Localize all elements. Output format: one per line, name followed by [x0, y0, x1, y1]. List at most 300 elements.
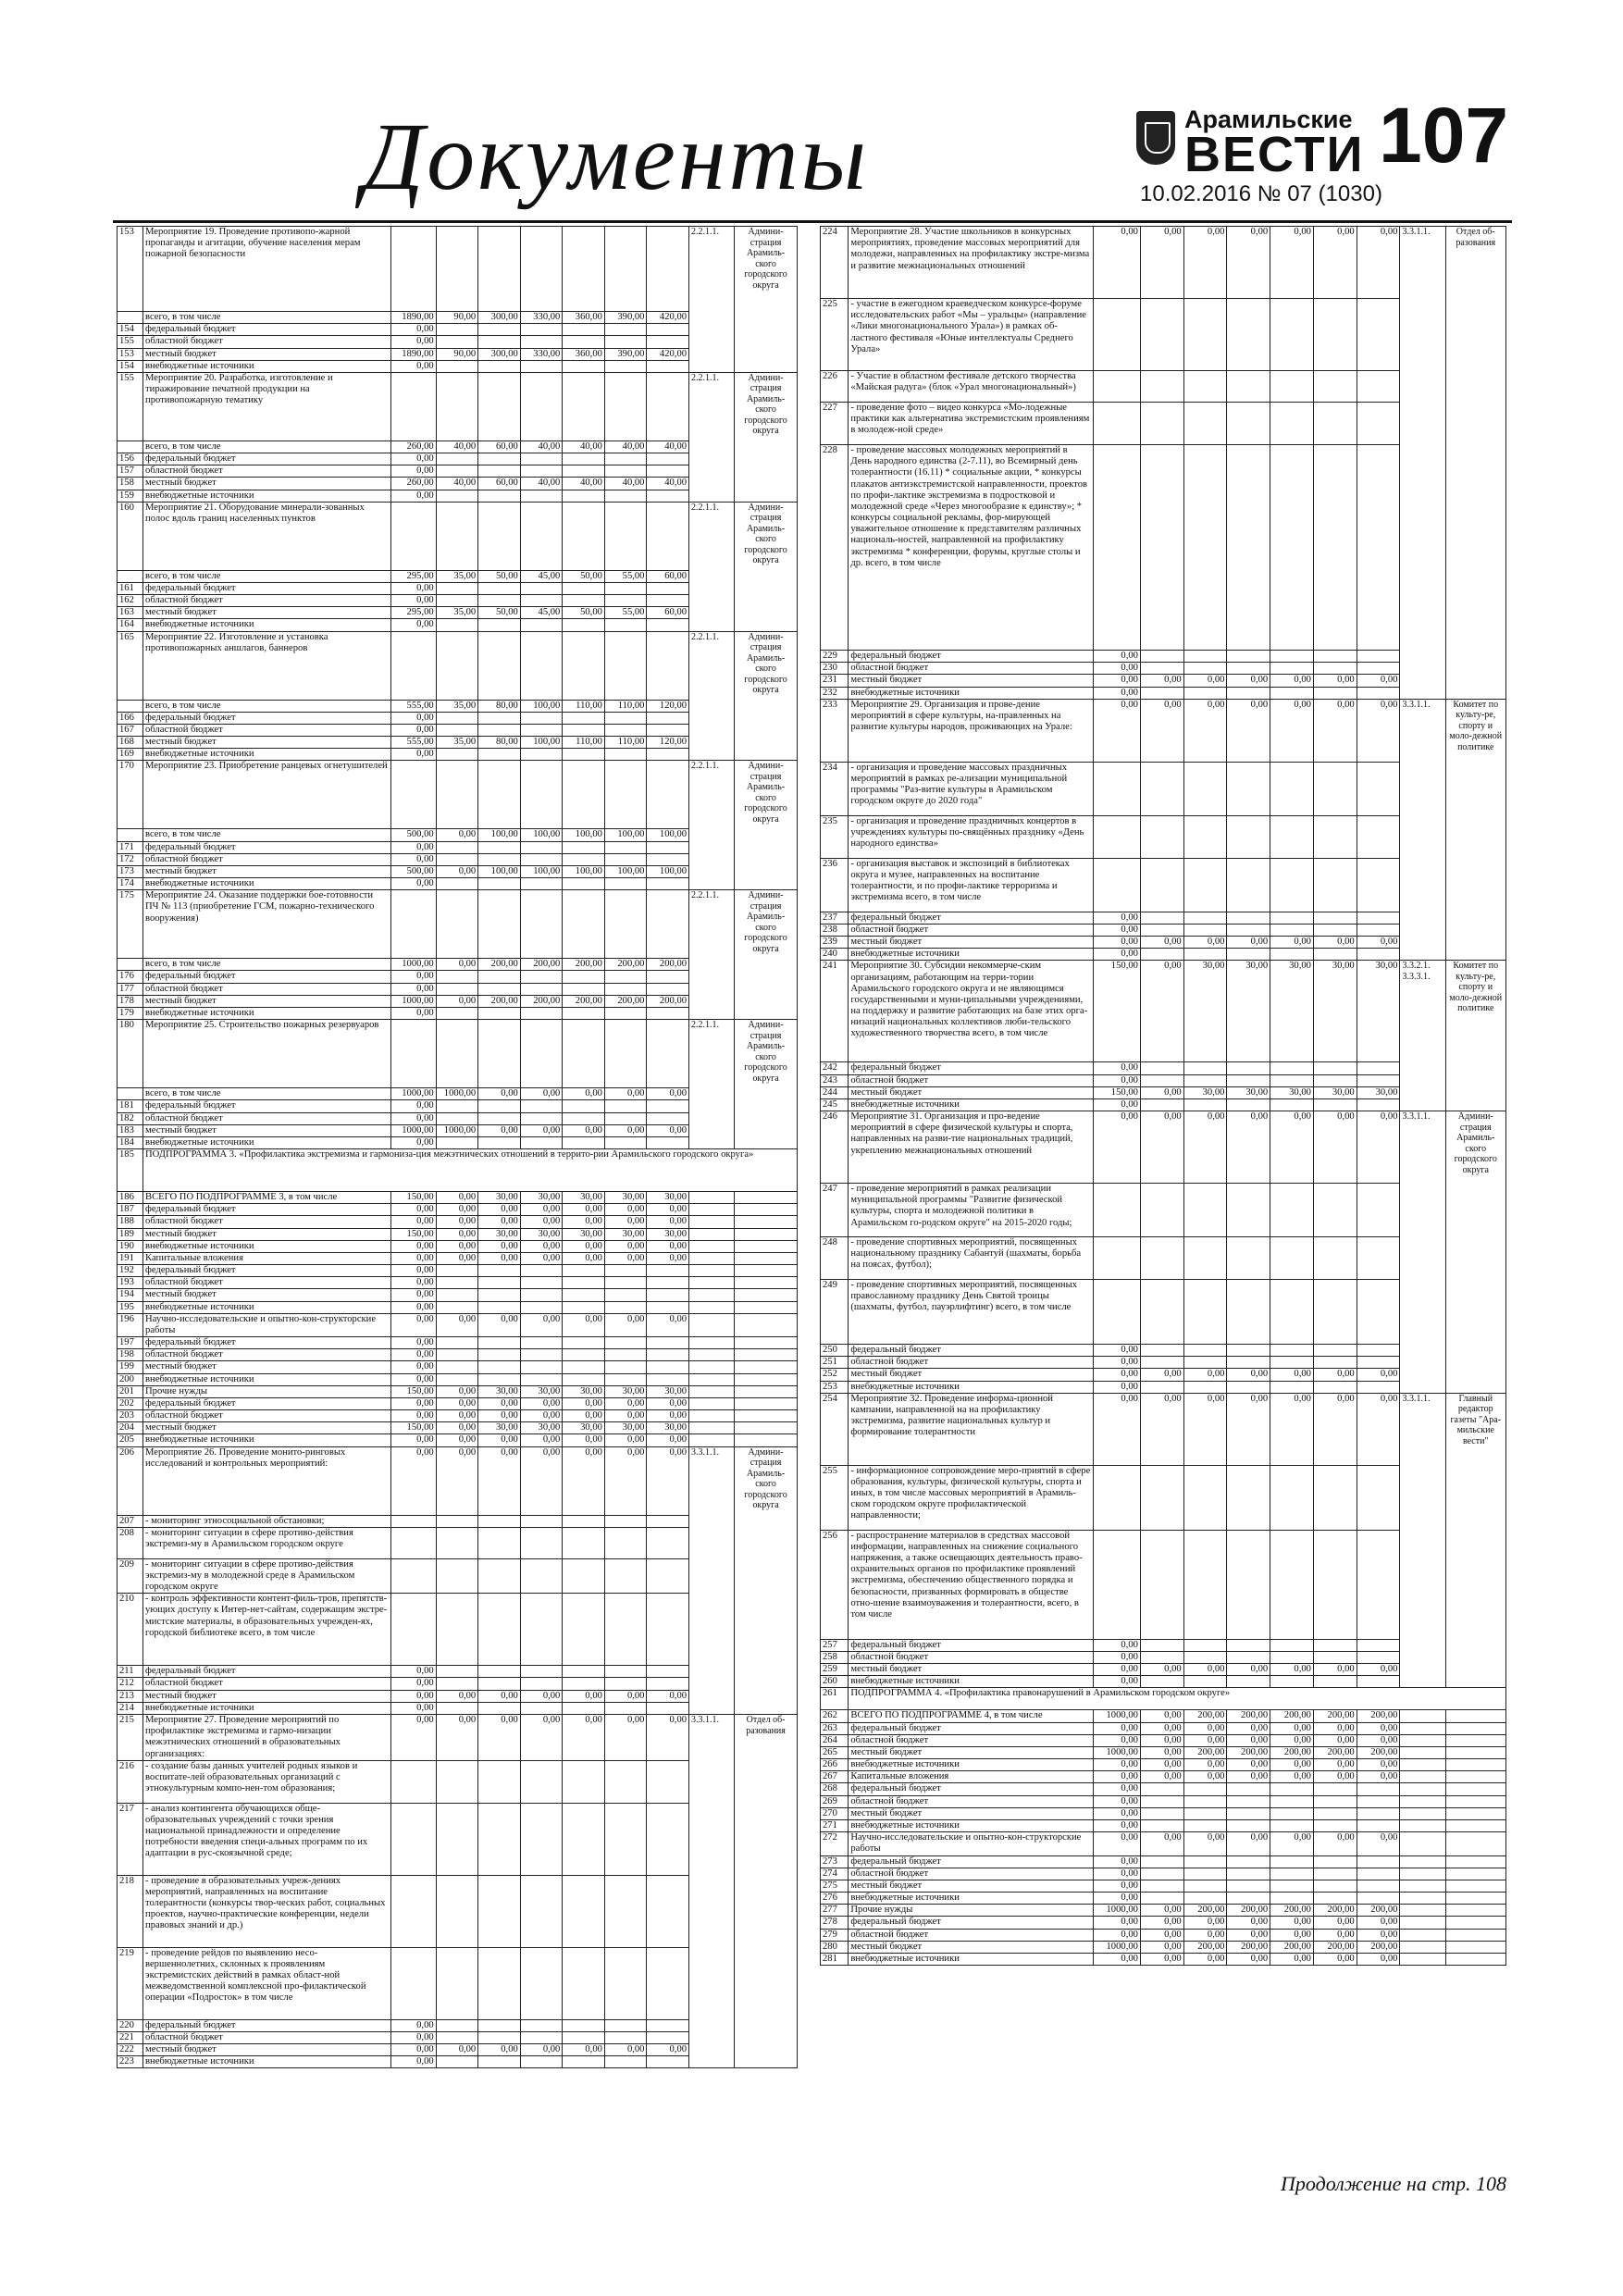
budget-value-cell [647, 490, 689, 502]
budget-value-cell: 0,00 [436, 1434, 478, 1446]
target-code [689, 1301, 735, 1313]
budget-value-cell: 0,00 [390, 1702, 436, 1714]
target-code [1400, 1855, 1445, 1868]
budget-value-cell [1183, 1651, 1227, 1663]
row-number: 255 [821, 1465, 849, 1530]
budget-value-cell [563, 761, 605, 829]
budget-value-cell [520, 1112, 563, 1124]
budget-value-cell: 1000,00 [390, 995, 436, 1007]
row-description: - проведение мероприятий в рамках реализации муниципальной программы "Развитие физической культуры, спорта и молодежной политики в Арамильском го-родском округе" на 2015-2020 годы; [849, 1184, 1093, 1237]
budget-value-cell: 0,00 [478, 1446, 521, 1515]
row-number: 184 [118, 1136, 143, 1148]
table-row [118, 1337, 798, 1349]
row-description: - проведение спортивных мероприятий, посвященных православному празднику День Святой троицы (шахматы, футбол, пауэрлифтинг) всего, в том числе [849, 1280, 1093, 1345]
budget-value-cell [604, 1594, 647, 1666]
budget-value-cell: 0,00 [1093, 699, 1140, 762]
executor [1445, 1722, 1505, 1734]
budget-value-cell [520, 890, 563, 959]
row-number: 178 [118, 995, 143, 1007]
budget-value-cell [647, 465, 689, 478]
budget-value-cell [1357, 1530, 1400, 1639]
row-description: местный бюджет [143, 1124, 391, 1136]
budget-value-cell: 0,00 [1093, 1734, 1140, 1746]
budget-value-cell: 0,00 [1357, 1832, 1400, 1855]
budget-value-cell [478, 1277, 521, 1289]
budget-value-cell: 0,00 [1313, 1369, 1357, 1381]
budget-value-cell: 100,00 [647, 829, 689, 841]
budget-value-cell [647, 1594, 689, 1666]
executor [1445, 1917, 1505, 1929]
budget-value-cell [1357, 371, 1400, 403]
row-description: внебюджетные источники [849, 1819, 1093, 1831]
budget-value-cell: 0,00 [436, 1228, 478, 1240]
budget-value-cell [1140, 1381, 1183, 1393]
row-description: - Участие в областном фестивале детского творчества «Майская радуга» (блок «Урал многонациональный») [849, 371, 1093, 403]
budget-value-cell [1357, 445, 1400, 651]
budget-value-cell: 0,00 [1313, 937, 1357, 949]
budget-value-cell: 0,00 [1357, 1722, 1400, 1734]
budget-value-cell: 0,00 [390, 1112, 436, 1124]
budget-value-cell [647, 1558, 689, 1594]
row-number: 167 [118, 724, 143, 736]
budget-value-cell [478, 1136, 521, 1148]
budget-value-cell: 200,00 [1227, 1746, 1270, 1758]
row-description: местный бюджет [849, 1664, 1093, 1676]
budget-value-cell: 0,00 [1270, 1832, 1314, 1855]
row-description: областной бюджет [143, 853, 391, 865]
target-code [1400, 1917, 1445, 1929]
right-column [820, 226, 1506, 1966]
budget-value-cell [647, 712, 689, 724]
budget-value-cell [436, 1666, 478, 1678]
budget-value-cell [1183, 1893, 1227, 1905]
budget-value-cell [604, 1515, 647, 1527]
budget-value-cell [1270, 1855, 1314, 1868]
budget-value-cell: 0,00 [1313, 675, 1357, 687]
budget-value-cell: 0,00 [436, 959, 478, 971]
budget-value-cell [1140, 445, 1183, 651]
row-description: областной бюджет [143, 1410, 391, 1422]
row-description: местный бюджет [849, 1941, 1093, 1953]
budget-value-cell [1270, 299, 1314, 371]
row-number: 183 [118, 1124, 143, 1136]
budget-value-cell: 0,00 [478, 1124, 521, 1136]
budget-value-cell: 0,00 [520, 1204, 563, 1216]
budget-value-cell: 420,00 [647, 312, 689, 324]
budget-value-cell [436, 453, 478, 465]
budget-value-cell: 40,00 [647, 478, 689, 490]
executor: Главный редактор газеты "Ара-мильские вести" [1445, 1393, 1505, 1688]
logo-big-text: ВЕСТИ [1184, 127, 1365, 182]
budget-value-cell [563, 1277, 605, 1289]
budget-value-cell [436, 1337, 478, 1349]
budget-value-cell [1270, 1237, 1314, 1280]
budget-value-cell [1093, 1184, 1140, 1237]
budget-value-cell [436, 2056, 478, 2068]
row-description: местный бюджет [143, 1361, 391, 1373]
budget-value-cell [1093, 371, 1140, 403]
target-code [689, 1228, 735, 1240]
row-number: 249 [821, 1280, 849, 1345]
budget-value-cell [563, 1803, 605, 1875]
table-row [118, 631, 798, 700]
budget-value-cell [520, 1289, 563, 1301]
row-description: внебюджетные источники [143, 1434, 391, 1446]
budget-value-cell [1270, 1795, 1314, 1807]
table-row [821, 1855, 1506, 1868]
row-number: 243 [821, 1074, 849, 1086]
budget-value-cell [647, 324, 689, 336]
budget-value-cell: 30,00 [604, 1422, 647, 1434]
budget-value-cell [1270, 762, 1314, 815]
budget-value-cell [647, 1289, 689, 1301]
budget-value-cell [647, 1337, 689, 1349]
executor [735, 1361, 798, 1373]
row-number: 196 [118, 1313, 143, 1336]
budget-value-cell [563, 360, 605, 372]
row-description: Научно-исследовательские и опытно-кон-структорские работы [143, 1313, 391, 1336]
budget-value-cell [563, 1527, 605, 1558]
budget-value-cell: 0,00 [604, 1204, 647, 1216]
budget-value-cell: 0,00 [1093, 1832, 1140, 1855]
budget-value-cell: 295,00 [390, 607, 436, 619]
row-number: 214 [118, 1702, 143, 1714]
row-description: местный бюджет [849, 1746, 1093, 1758]
row-description: внебюджетные источники [143, 490, 391, 502]
budget-value-cell: 0,00 [1093, 1369, 1140, 1381]
budget-value-cell [520, 1373, 563, 1385]
budget-value-cell [520, 1515, 563, 1527]
row-number: 212 [118, 1678, 143, 1690]
budget-value-cell [1227, 1880, 1270, 1892]
budget-value-cell [647, 1136, 689, 1148]
budget-value-cell: 0,00 [1093, 1357, 1140, 1369]
budget-value-cell [1183, 1530, 1227, 1639]
target-code [689, 1385, 735, 1397]
executor [735, 1228, 798, 1240]
row-description: федеральный бюджет [143, 1337, 391, 1349]
row-number: 250 [821, 1345, 849, 1357]
row-number: 232 [821, 687, 849, 699]
budget-value-cell [563, 712, 605, 724]
budget-value-cell [1313, 1807, 1357, 1819]
row-number: 153 [118, 227, 143, 312]
budget-value-cell [1093, 815, 1140, 858]
row-description: внебюджетные источники [849, 1759, 1093, 1771]
target-code [689, 1422, 735, 1434]
budget-value-cell: 0,00 [390, 1136, 436, 1148]
budget-value-cell: 0,00 [1093, 1381, 1140, 1393]
row-description: местный бюджет [849, 675, 1093, 687]
budget-value-cell: 0,00 [1140, 1832, 1183, 1855]
row-number: 211 [118, 1666, 143, 1678]
executor [735, 1385, 798, 1397]
newspaper-logo [1136, 104, 1375, 180]
budget-value-cell [647, 1265, 689, 1277]
row-number: 205 [118, 1434, 143, 1446]
budget-value-cell [563, 619, 605, 631]
row-description: Мероприятие 19. Проведение противопо-жарной пропаганды и агитации, обучение населения мерам пожарной безопасности [143, 227, 391, 312]
budget-value-cell: 0,00 [1270, 937, 1314, 949]
budget-value-cell [1140, 924, 1183, 936]
budget-value-cell [436, 1702, 478, 1714]
budget-value-cell [436, 1361, 478, 1373]
budget-value-cell [1313, 371, 1357, 403]
budget-value-cell [604, 1020, 647, 1088]
budget-value-cell [1313, 1345, 1357, 1357]
budget-value-cell [1357, 1893, 1400, 1905]
budget-value-cell: 0,00 [1270, 1929, 1314, 1941]
budget-value-cell: 390,00 [604, 312, 647, 324]
budget-value-cell: 295,00 [390, 570, 436, 582]
budget-value-cell [478, 2031, 521, 2043]
budget-value-cell: 0,00 [1183, 675, 1227, 687]
budget-value-cell [1357, 1868, 1400, 1880]
row-number: 251 [821, 1357, 849, 1369]
table-row [118, 1434, 798, 1446]
row-number: 256 [821, 1530, 849, 1639]
row-description: местный бюджет [143, 737, 391, 749]
row-number: 224 [821, 227, 849, 299]
row-description: ВСЕГО ПО ПОДПРОГРАММЕ 3, в том числе [143, 1192, 391, 1204]
budget-value-cell: 30,00 [604, 1228, 647, 1240]
budget-value-cell [604, 724, 647, 736]
budget-value-cell [1357, 912, 1400, 924]
budget-value-cell: 200,00 [1313, 1905, 1357, 1917]
table-row [118, 1277, 798, 1289]
budget-value-cell: 0,00 [1270, 1369, 1314, 1381]
target-code [1400, 1832, 1445, 1855]
budget-value-cell [604, 1007, 647, 1019]
budget-value-cell: 100,00 [520, 865, 563, 877]
budget-value-cell: 0,00 [1357, 1734, 1400, 1746]
budget-value-cell [436, 1100, 478, 1112]
budget-value-cell [520, 1947, 563, 2019]
budget-value-cell: 0,00 [1093, 1098, 1140, 1111]
row-description: внебюджетные источники [849, 1893, 1093, 1905]
budget-value-cell [520, 761, 563, 829]
budget-value-cell: 0,00 [647, 2044, 689, 2056]
budget-value-cell: 0,00 [1140, 1734, 1183, 1746]
budget-value-cell [647, 1301, 689, 1313]
budget-value-cell: 555,00 [390, 737, 436, 749]
table-row [118, 1385, 798, 1397]
budget-value-cell: 0,00 [1270, 227, 1314, 299]
row-number: 193 [118, 1277, 143, 1289]
budget-value-cell: 0,00 [1357, 1953, 1400, 1965]
table-row [821, 1710, 1506, 1722]
budget-value-cell: 0,00 [1093, 937, 1140, 949]
budget-value-cell [1313, 1357, 1357, 1369]
budget-value-cell [1357, 1783, 1400, 1795]
executor [735, 1397, 798, 1409]
row-number: 171 [118, 841, 143, 853]
row-number: 222 [118, 2044, 143, 2056]
budget-value-cell [604, 1678, 647, 1690]
row-number: 188 [118, 1216, 143, 1228]
budget-value-cell [1183, 299, 1227, 371]
budget-value-cell: 0,00 [520, 1397, 563, 1409]
budget-value-cell [1140, 1237, 1183, 1280]
budget-value-cell [1313, 1868, 1357, 1880]
budget-value-cell: 0,00 [390, 878, 436, 890]
target-code: 2.2.1.1. [689, 761, 735, 890]
budget-value-cell [1313, 299, 1357, 371]
executor [1445, 1880, 1505, 1892]
budget-value-cell [436, 749, 478, 761]
target-code: 3.3.1.1. [1400, 1111, 1445, 1394]
budget-value-cell: 0,00 [1313, 1111, 1357, 1184]
table-row [821, 1795, 1506, 1807]
budget-value-cell [1313, 1184, 1357, 1237]
budget-value-cell [520, 1760, 563, 1803]
row-description: местный бюджет [143, 995, 391, 1007]
coat-of-arms-icon [1136, 111, 1175, 165]
budget-value-cell: 0,00 [520, 1252, 563, 1264]
row-description: местный бюджет [143, 348, 391, 360]
budget-value-cell [478, 2056, 521, 2068]
budget-value-cell: 0,00 [563, 1446, 605, 1515]
budget-value-cell [1183, 1280, 1227, 1345]
budget-value-cell: 0,00 [436, 1192, 478, 1204]
budget-value-cell [1270, 1676, 1314, 1688]
target-code [1400, 1722, 1445, 1734]
row-description: областной бюджет [849, 1651, 1093, 1663]
budget-value-cell [478, 1265, 521, 1277]
budget-value-cell: 0,00 [1093, 651, 1140, 663]
budget-value-cell: 0,00 [647, 1397, 689, 1409]
row-number [118, 312, 143, 324]
budget-value-cell [1227, 1819, 1270, 1831]
budget-value-cell: 0,00 [1093, 912, 1140, 924]
row-description: федеральный бюджет [143, 453, 391, 465]
budget-value-cell [563, 1947, 605, 2019]
budget-value-cell: 0,00 [390, 1349, 436, 1361]
budget-value-cell: 200,00 [478, 959, 521, 971]
page-number: 107 [1379, 92, 1509, 179]
budget-value-cell: 0,00 [604, 1088, 647, 1100]
budget-value-cell [563, 1337, 605, 1349]
budget-value-cell: 40,00 [647, 441, 689, 453]
budget-value-cell: 0,00 [1227, 1759, 1270, 1771]
target-code [689, 1434, 735, 1446]
budget-value-cell: 0,00 [478, 1240, 521, 1252]
budget-value-cell: 330,00 [520, 312, 563, 324]
budget-value-cell [520, 372, 563, 441]
budget-value-cell [647, 2056, 689, 2068]
row-description: внебюджетные источники [849, 1381, 1093, 1393]
budget-value-cell: 200,00 [1313, 1746, 1357, 1758]
budget-value-cell: 0,00 [390, 841, 436, 853]
budget-value-cell [1313, 912, 1357, 924]
budget-value-cell [478, 465, 521, 478]
budget-value-cell: 0,00 [520, 2044, 563, 2056]
row-description: - участие в ежегодном краеведческом конкурсе-форуме исследовательских работ «Мы – уральцы» (направление «Лики многонационального Урала») в рамках об-ластного фестиваля «Юные интеллектуалы Среднего Урала» [849, 299, 1093, 371]
budget-value-cell: 40,00 [604, 478, 647, 490]
budget-value-cell [1227, 687, 1270, 699]
budget-value-cell: 0,00 [1313, 1759, 1357, 1771]
row-number: 182 [118, 1112, 143, 1124]
row-description: внебюджетные источники [143, 749, 391, 761]
budget-value-cell [1357, 1639, 1400, 1651]
row-description: федеральный бюджет [849, 1783, 1093, 1795]
budget-value-cell [1270, 1280, 1314, 1345]
row-description: Капитальные вложения [849, 1771, 1093, 1783]
budget-value-cell: 0,00 [1227, 1111, 1270, 1184]
budget-value-cell [1270, 949, 1314, 961]
row-description: Мероприятие 29. Организация и прове-дение мероприятий в сфере культуры, на-правленных на развитие культуры народов, проживающих на Урале: [849, 699, 1093, 762]
table-row [118, 1410, 798, 1422]
budget-value-cell [604, 1875, 647, 1947]
budget-value-cell: 0,00 [520, 1240, 563, 1252]
budget-value-cell: 0,00 [1357, 937, 1400, 949]
executor [735, 1349, 798, 1361]
budget-value-cell [478, 853, 521, 865]
budget-value-cell [647, 631, 689, 700]
budget-value-cell [436, 465, 478, 478]
budget-value-cell [1313, 1098, 1357, 1111]
budget-value-cell [1140, 1184, 1183, 1237]
budget-value-cell: 260,00 [390, 478, 436, 490]
budget-value-cell: 0,00 [436, 829, 478, 841]
budget-value-cell: 360,00 [563, 312, 605, 324]
row-number: 186 [118, 1192, 143, 1204]
row-description: федеральный бюджет [143, 841, 391, 853]
budget-value-cell: 1000,00 [1093, 1905, 1140, 1917]
budget-value-cell: 110,00 [563, 737, 605, 749]
budget-value-cell [1357, 1074, 1400, 1086]
target-code [689, 1397, 735, 1409]
budget-value-cell [1227, 1062, 1270, 1074]
row-description: - проведение фото – видео конкурса «Мо-лодежные практики как альтернатива экстремистским проявлениям в молодеж-ной среде» [849, 403, 1093, 445]
budget-value-cell [436, 1527, 478, 1558]
row-description: федеральный бюджет [143, 582, 391, 594]
target-code [1400, 1953, 1445, 1965]
budget-value-cell [520, 853, 563, 865]
row-description: местный бюджет [849, 1086, 1093, 1098]
table-row [821, 1393, 1506, 1465]
budget-value-cell [1227, 1074, 1270, 1086]
budget-value-cell: 0,00 [563, 1397, 605, 1409]
row-number: 272 [821, 1832, 849, 1855]
budget-value-cell [604, 227, 647, 312]
target-code [689, 1192, 735, 1204]
budget-value-cell: 0,00 [520, 1690, 563, 1702]
budget-value-cell: 360,00 [563, 348, 605, 360]
budget-value-cell [1227, 1530, 1270, 1639]
row-number: 248 [821, 1237, 849, 1280]
row-number: 238 [821, 924, 849, 936]
table-row [118, 890, 798, 959]
executor [1445, 1868, 1505, 1880]
budget-value-cell: 0,00 [647, 1240, 689, 1252]
budget-value-cell [478, 841, 521, 853]
row-number: 266 [821, 1759, 849, 1771]
row-number: 199 [118, 1361, 143, 1373]
budget-value-cell: 100,00 [563, 865, 605, 877]
row-number: 197 [118, 1337, 143, 1349]
budget-value-cell: 0,00 [1270, 1664, 1314, 1676]
row-number: 228 [821, 445, 849, 651]
budget-value-cell: 0,00 [1313, 1771, 1357, 1783]
row-number: 155 [118, 336, 143, 348]
budget-value-cell [563, 1702, 605, 1714]
row-number: 202 [118, 1397, 143, 1409]
budget-value-cell: 0,00 [1140, 961, 1183, 1062]
budget-value-cell: 200,00 [1270, 1746, 1314, 1758]
target-code: 3.3.2.1. 3.3.3.1. [1400, 961, 1445, 1111]
budget-value-cell [478, 761, 521, 829]
